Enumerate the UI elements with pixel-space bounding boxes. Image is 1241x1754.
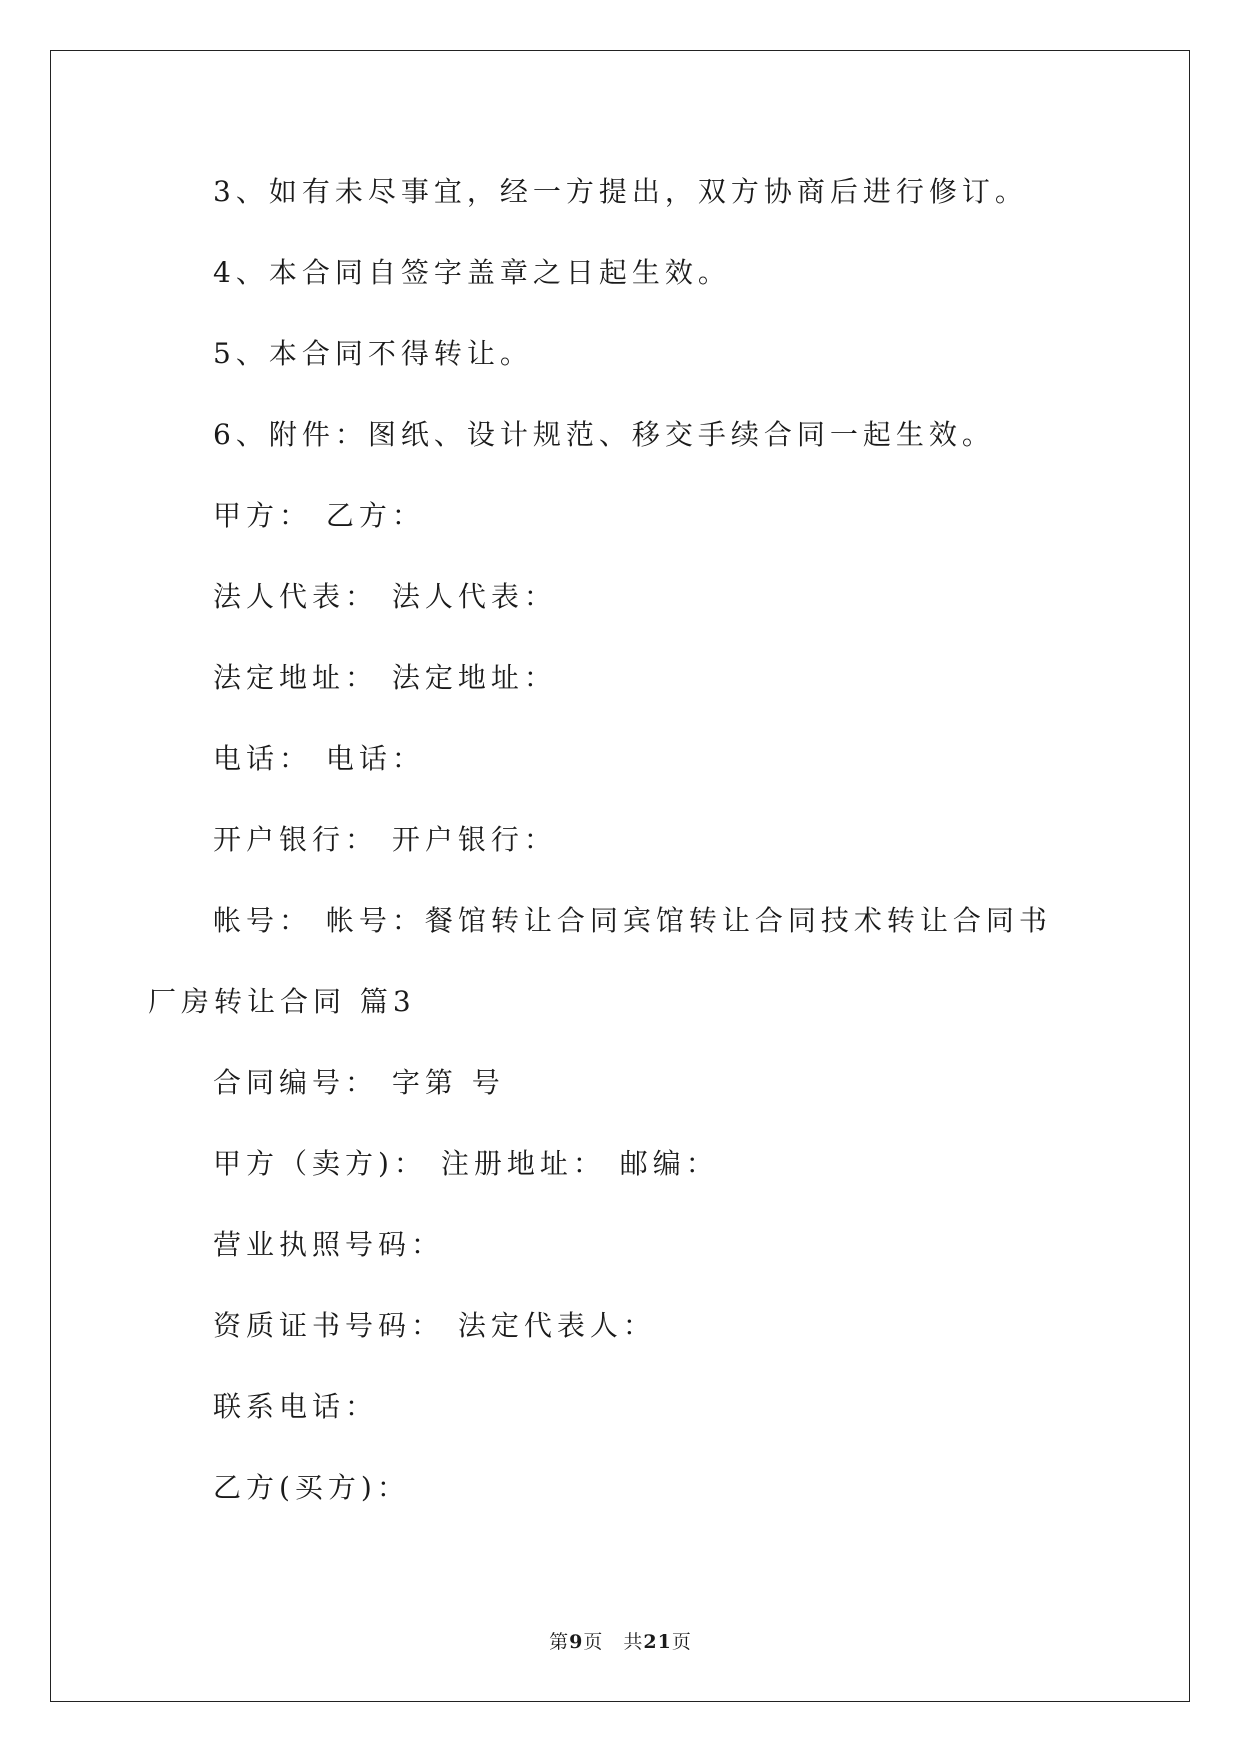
legal-rep-line: 法人代表： 法人代表：	[213, 580, 557, 613]
qualification-line: 资质证书号码： 法定代表人：	[213, 1309, 656, 1342]
bank-line: 开户银行： 开户银行：	[213, 823, 557, 856]
footer-page-number: 9	[569, 1631, 584, 1653]
legal-address-line: 法定地址： 法定地址：	[213, 661, 557, 694]
footer-middle: 页 共	[583, 1631, 644, 1653]
page-footer	[0, 1627, 1241, 1654]
phone-line: 电话： 电话：	[213, 742, 425, 775]
footer-total-pages: 21	[643, 1631, 672, 1653]
business-license-line: 营业执照号码：	[213, 1228, 445, 1261]
footer-prefix: 第	[549, 1631, 570, 1653]
contact-phone-line: 联系电话：	[213, 1390, 379, 1423]
contract-number-line: 合同编号： 字第 号	[213, 1066, 505, 1099]
account-line: 帐号： 帐号：餐馆转让合同宾馆转让合同技术转让合同书	[213, 904, 1052, 937]
footer-suffix: 页	[671, 1631, 692, 1653]
clause-3: 3、如有未尽事宜，经一方提出，双方协商后进行修订。	[213, 175, 1028, 208]
buyer-line: 乙方(买方)：	[213, 1471, 410, 1504]
seller-line: 甲方（卖方)： 注册地址： 邮编：	[213, 1147, 719, 1180]
section-heading: 厂房转让合同 篇3	[148, 985, 416, 1018]
clause-5: 5、本合同不得转让。	[213, 337, 533, 370]
clause-6: 6、附件：图纸、设计规范、移交手续合同一起生效。	[213, 418, 995, 451]
party-line: 甲方： 乙方：	[213, 499, 425, 532]
clause-4: 4、本合同自签字盖章之日起生效。	[213, 256, 731, 289]
page-border	[50, 50, 1190, 1702]
